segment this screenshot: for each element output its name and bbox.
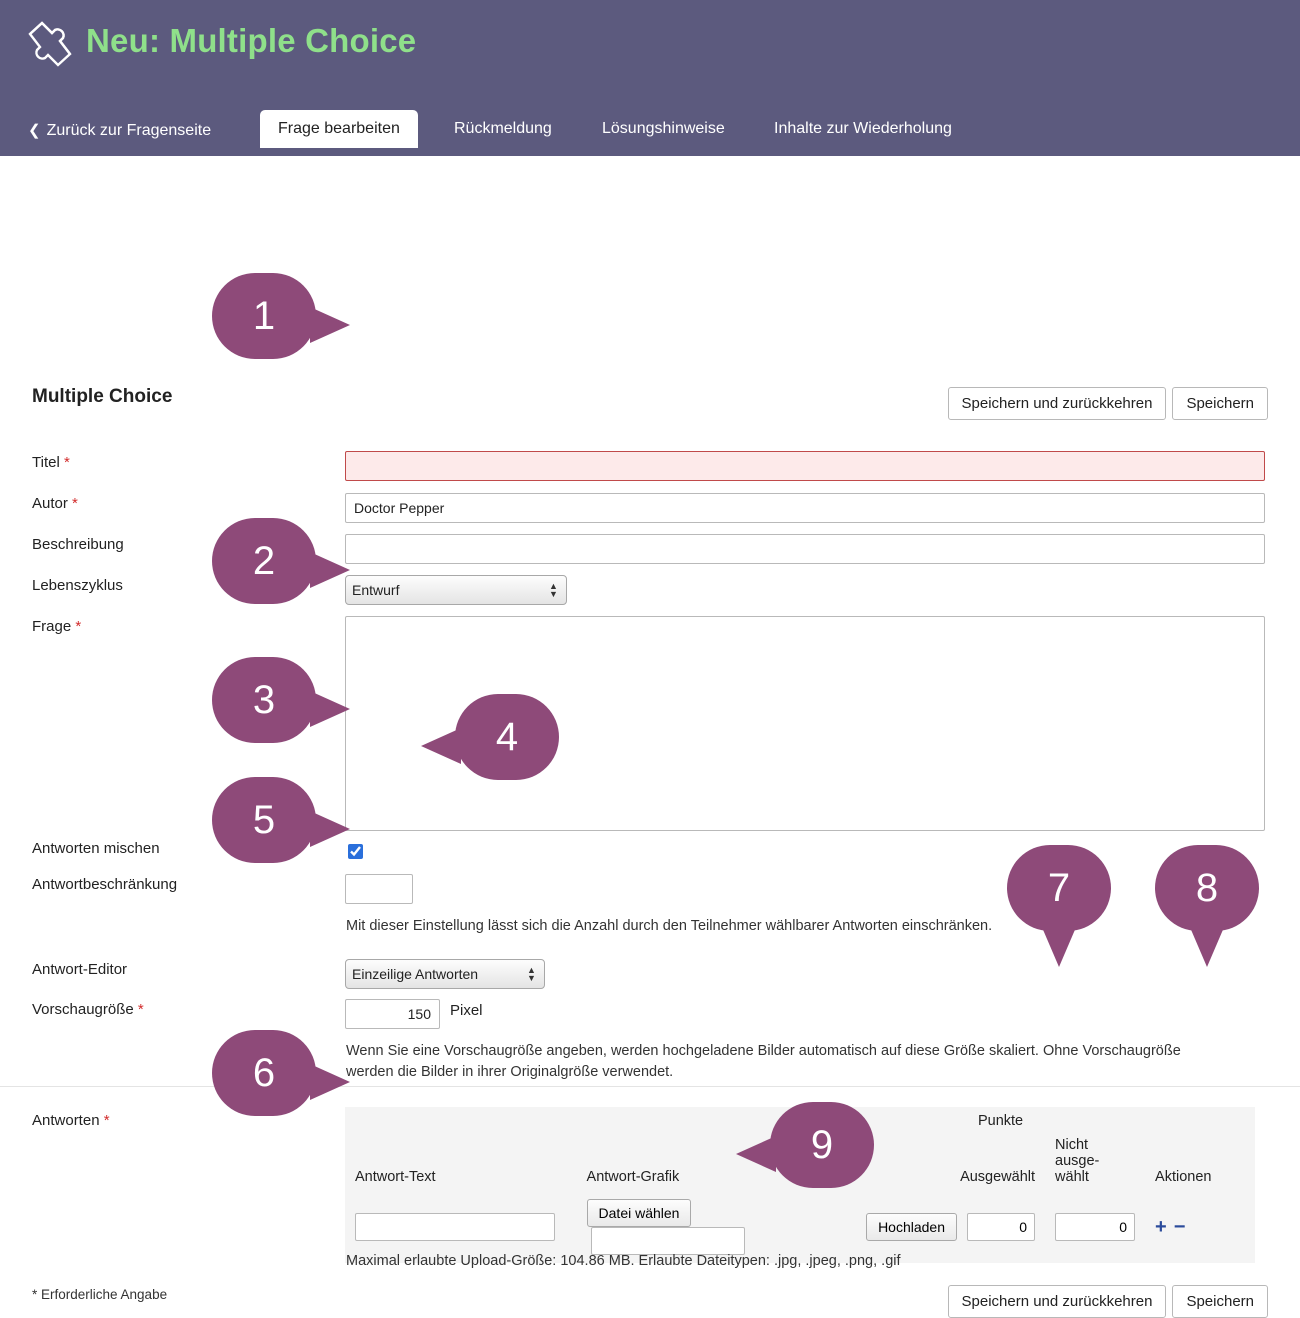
tab-rueckmeldung[interactable] [440,112,566,146]
save-and-return-button-top[interactable]: Speichern und zurückkehren [948,387,1167,420]
antwort-editor-select-wrap [345,959,545,989]
answers-section [0,1086,1300,1282]
required-field-note: * Erforderliche Angabe [32,1287,168,1302]
tab-inhalte-zur-wiederholung[interactable] [760,112,966,146]
label-beschreibung: Beschreibung [32,536,124,553]
label-autor: Autor * [32,495,78,512]
chevron-left-icon: ❮ [28,122,41,139]
answers-table-group-header-row [345,1107,1255,1131]
tab-label: Frage bearbeiten [278,120,400,137]
col-antwort-grafik: Antwort-Grafik [577,1131,857,1191]
required-marker: * [103,1112,110,1129]
chevron-updown-icon: ▲ ▼ [549,581,558,599]
callout-3 [212,657,316,743]
callout-5 [212,777,316,863]
puzzle-piece-icon [26,20,72,70]
callout-2 [212,518,316,604]
cell-aktionen [1145,1191,1255,1263]
form-section-title: Multiple Choice [32,386,173,407]
vorschaugroesse-hint-line2: werden die Bilder in ihrer Originalgröße verwendet. [346,1064,674,1080]
label-antwort-editor: Antwort-Editor [32,961,128,978]
answers-table [345,1107,1255,1263]
antwort-text-input[interactable] [355,1213,555,1241]
callout-number: 8 [1195,865,1219,910]
vorschaugroesse-unit: Pixel [450,1002,483,1019]
autor-input[interactable] [345,493,1265,523]
tab-loesungshinweise[interactable] [588,112,739,146]
label-vorschaugroesse: Vorschaugröße * [32,1001,144,1018]
antworten-mischen-checkbox[interactable] [348,844,363,859]
datei-waehlen-button[interactable]: Datei wählen [587,1199,692,1227]
callout-8 [1155,845,1259,931]
save-button-bottom[interactable]: Speichern [1172,1285,1268,1318]
file-name-display [591,1227,745,1255]
answers-table-header-row [345,1131,1255,1191]
spacer-cell [345,1107,577,1131]
cell-nicht-ausgewaehlt [1045,1191,1145,1263]
save-button-top[interactable]: Speichern [1172,387,1268,420]
top-action-buttons [948,387,1269,420]
tab-label: Inhalte zur Wiederholung [774,120,952,137]
save-and-return-button-bottom[interactable]: Speichern und zurückkehren [948,1285,1167,1318]
spacer-cell [577,1107,857,1131]
antwortbeschraenkung-input[interactable] [345,874,413,904]
antwortbeschraenkung-hint: Mit dieser Einstellung lässt sich die Anzahl durch den Teilnehmer wählbarer Antworten einschränken. [346,918,993,934]
col-ausgewaehlt: Ausgewählt [856,1131,1045,1191]
page-title: Neu: Multiple Choice [86,22,417,59]
col-aktionen: Aktionen [1145,1131,1255,1191]
points-group-header: Punkte [856,1107,1145,1131]
callout-number: 9 [810,1122,834,1167]
label-lebenszyklus: Lebenszyklus [32,577,123,594]
callout-1 [212,273,316,359]
punkte-nicht-ausgewaehlt-input[interactable] [1055,1213,1135,1241]
col-antwort-text: Antwort-Text [345,1131,577,1191]
vorschaugroesse-hint-line1: Wenn Sie eine Vorschaugröße angeben, werden hochgeladene Bilder automatisch auf diese Größe skaliert. Ohne Vorschaugröße [346,1043,1181,1059]
hochladen-button[interactable]: Hochladen [866,1213,957,1241]
required-marker: * [63,454,70,471]
callout-number: 5 [252,797,276,842]
tab-bar [0,104,1300,156]
label-frage: Frage * [32,618,82,635]
callout-number: 7 [1047,865,1071,910]
label-antworten: Antworten * [32,1112,110,1129]
back-link-label: Zurück zur Fragenseite [46,122,212,139]
antwort-editor-select[interactable] [345,959,545,989]
tab-label: Rückmeldung [454,120,552,137]
tab-label: Lösungshinweise [602,120,725,137]
bottom-action-buttons [948,1285,1269,1318]
titel-input[interactable] [345,451,1265,481]
required-marker: * [75,618,82,635]
tab-frage-bearbeiten[interactable] [260,110,418,148]
minus-icon[interactable]: − [1173,1215,1186,1238]
chevron-updown-icon: ▲ ▼ [527,965,536,983]
plus-icon[interactable]: + [1155,1215,1167,1238]
label-titel: Titel * [32,454,70,471]
lebenszyklus-select-wrap [345,575,567,605]
upload-size-note: Maximal erlaubte Upload-Größe: 104.86 MB. Erlaubte Dateitypen: .jpg, .jpeg, .png, .gif [346,1253,901,1269]
callout-number: 2 [252,538,276,583]
required-marker: * [72,495,78,512]
lebenszyklus-select[interactable] [345,575,567,605]
callout-number: 6 [252,1050,276,1095]
callout-number: 1 [252,293,276,338]
back-to-questions-link[interactable] [28,114,225,148]
app-header [0,0,1300,104]
label-antworten-mischen: Antworten mischen [32,840,160,857]
vorschaugroesse-input[interactable] [345,999,440,1029]
spacer-cell [1145,1107,1255,1131]
required-marker: * [137,1001,144,1018]
beschreibung-input[interactable] [345,534,1265,564]
callout-number: 4 [495,714,519,759]
col-nicht-ausgewaehlt: Nicht ausge- wählt [1045,1131,1145,1191]
punkte-ausgewaehlt-input[interactable] [967,1213,1035,1241]
label-antwortbeschraenkung: Antwortbeschränkung [32,876,178,893]
frage-textarea[interactable] [345,616,1265,831]
callout-number: 3 [252,677,276,722]
